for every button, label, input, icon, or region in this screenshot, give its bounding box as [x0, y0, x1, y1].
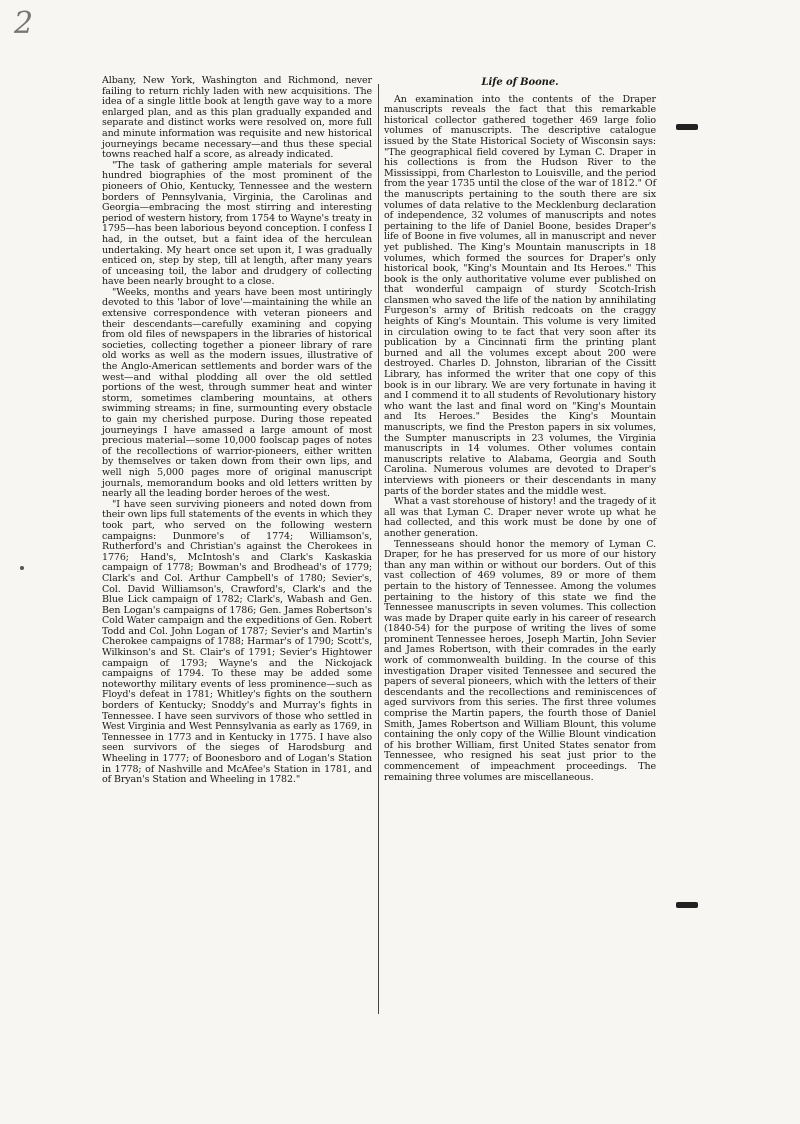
binder-hole-mark: [676, 124, 698, 130]
handwritten-page-number: 2: [14, 6, 34, 41]
paragraph: Albany, New York, Washington and Richmond, never failing to return richly laden with new acquisitions. The idea of a single little book at length gave way to a more enlarged plan, and as this plan gradually expanded and separate and distinct works were resolved on, more full and minute information was requisite and new historical journeyings became necessary—and thus these special towns reached half a score, as already indicated.: [102, 75, 372, 161]
paragraph: "The task of gathering ample materials for several hundred biographies of the most prominent of the pioneers of Ohio, Kentucky, Tennessee and the western borders of Pennsylvania, Virginia, the Carolinas and Georgia—embracing the most stirring and interesting period of western history, from 1754 to Wayne's treaty in 1795—has been laborious beyond conception. I confess I had, in the outset, but a faint idea of the herculean undertaking. My heart once set upon it, I was gradually enticed on, step by step, till at length, after many years of unceasing toil, the labor and drudgery of collecting have been nearly brought to a close.: [102, 159, 372, 288]
paragraph: "I have seen surviving pioneers and noted down from their own lips full statements of the events in which they took part, who served on the following western campaigns: Dunmore's of 1774; Williamson's, Rutherford's and Christian's against the Cherokees in 1776; Hand's, McIntosh's and Clark's Kaskaskia campaign of 1778; Bowman's and Brodhead's of 1779; Clark's and Col. Arthur Campbell's of 1780; Sevier's, Col. David Williamson's, Crawford's, Clark's and the Blue Lick campaign of 1782; Clark's, Wabash and Gen. Ben Logan's campaigns of 1786; Gen. James Robertson's Cold Water campaign and the expeditions of Gen. Robert Todd and Col. John Logan of 1787; Sevier's and Martin's Cherokee campaigns of 1788; Harmar's of 1790; Scott's, Wilkinson's and St. Clair's of 1791; Sevier's Hightower campaign of 1793; Wayne's and the Nickojack campaigns of 1794. To these may be added some noteworthy military events of less prominence—such as Floyd's defeat in 1781; Whitley's fights on the southern borders of Kentucky; Snoddy's and Murray's fights in Tennessee. I have seen survivors of those who settled in West Virginia and West Pennsylvania as early as 1769, in Tennessee in 1773 and in Kentucky in 1775. I have also seen survivors of the sieges of Harodsburg and Wheeling in 1777; of Boonesboro and of Logan's Station in 1778; of Nashville and McAfee's Station in 1781, and of Bryan's Station and Wheeling in 1782.": [102, 498, 372, 786]
scan-speck: [20, 566, 24, 570]
left-column: [102, 76, 372, 786]
paragraph: Tennesseans should honor the memory of Lyman C. Draper, for he has preserved for us more of our history than any man within or without our borders. Out of this vast collection of 469 volumes, 89 or more of them pertain to the history of Tennessee. Among the volumes pertaining to the history of this state we find the Tennessee manuscripts in seven volumes. This collection was made by Draper quite early in his career of research (1840-54) for the purpose of writing the lives of some prominent Tennessee heroes, Joseph Martin, John Sevier and James Robertson, with their comrades in the early work of commonwealth building. In the course of this investigation Draper visited Tennessee and secured the papers of several pioneers, which with the letters of their descendants and the recollections and reminiscences of aged survivors from this series. The first three volumes comprise the Martin papers, the fourth those of Daniel Smith, James Robertson and William Blount, this volume containing the only copy of the Willie Blount vindication of his brother William, first United States senator from Tennessee, who resigned his seat just prior to the commencement of impeachment proceedings. The remaining three volumes are miscellaneous.: [384, 538, 656, 783]
paragraph: An examination into the contents of the Draper manuscripts reveals the fact that this remarkable historical collector gathered together 469 large folio volumes of manuscripts. The descriptive catalogue issued by the State Historical Society of Wisconsin says: "The geographical field covered by Lyman C. Draper in his collections is from the Hudson River to the Mississippi, from Charleston to Louisville, and the period from the year 1735 until the close of the war of 1812." Of the manuscripts pertaining to the south there are six volumes of data relative to the Mecklenburg declaration of independence, 32 volumes of manuscripts and notes pertaining to the life of Daniel Boone, besides Draper's life of Boone in five volumes, all in manuscript and never yet published. The King's Mountain manuscripts in 18 volumes, which formed the sources for Draper's only historical book, "King's Mountain and Its Heroes." This book is the only authoritative volume ever published on that wonderful campaign of sturdy Scotch-Irish clansmen who saved the life of the nation by annihilating Furgeson's army of British redcoats on the craggy heights of King's Mountain. This volume is very limited in circulation owing to te fact that very soon after its publication by a Cincinnati firm the printing plant burned and all the volumes except about 200 were destroyed. Charles D. Johnston, librarian of the Cissitt Library, has informed the writer that one copy of this book is in our library. We are very fortunate in having it and I commend it to all students of Revolutionary history who want the last and final word on "King's Mountain and Its Heroes." Besides the King's Mountain manuscripts, we find the Preston papers in six volumes, the Sumpter manuscripts in 23 volumes, the Virginia manuscripts in 14 volumes. Other volumes contain manuscripts relative to Alabama, Georgia and South Carolina. Numerous volumes are devoted to Draper's interviews with pioneers or their descendants in many parts of the border states and the middle west.: [384, 93, 656, 497]
article-heading: Life of Boone.: [481, 77, 559, 88]
paragraph: What a vast storehouse of history! and the tragedy of it all was that Lyman C. Draper never wrote up what he had collected, and this work must be done by one of another generation.: [384, 496, 656, 539]
right-column: [384, 76, 656, 783]
column-rule: [378, 84, 379, 1014]
binder-hole-mark: [676, 902, 698, 908]
paragraph: "Weeks, months and years have been most untiringly devoted to this 'labor of love'—maintaining the while an extensive correspondence with veteran pioneers and their descendants—carefully examining and copying from old files of newspapers in the libraries of historical societies, collecting together a pioneer library of rare old works as well as the modern issues, illustrative of the Anglo-American settlements and border wars of the west—and withal plodding all over the old settled portions of the west, through summer heat and winter storm, sometimes clambering mountains, at others swimming streams; in fine, surmounting every obstacle to gain my cherished purpose. During those repeated journeyings I have amassed a large amount of most precious material—some 10,000 foolscap pages of notes of the recollections of warrior-pioneers, either written by themselves or taken down from their own lips, and well nigh 5,000 pages more of original manuscript journals, memorandum books and old letters written by nearly all the leading border heroes of the west.: [102, 286, 372, 500]
newspaper-clipping: [102, 76, 658, 1016]
